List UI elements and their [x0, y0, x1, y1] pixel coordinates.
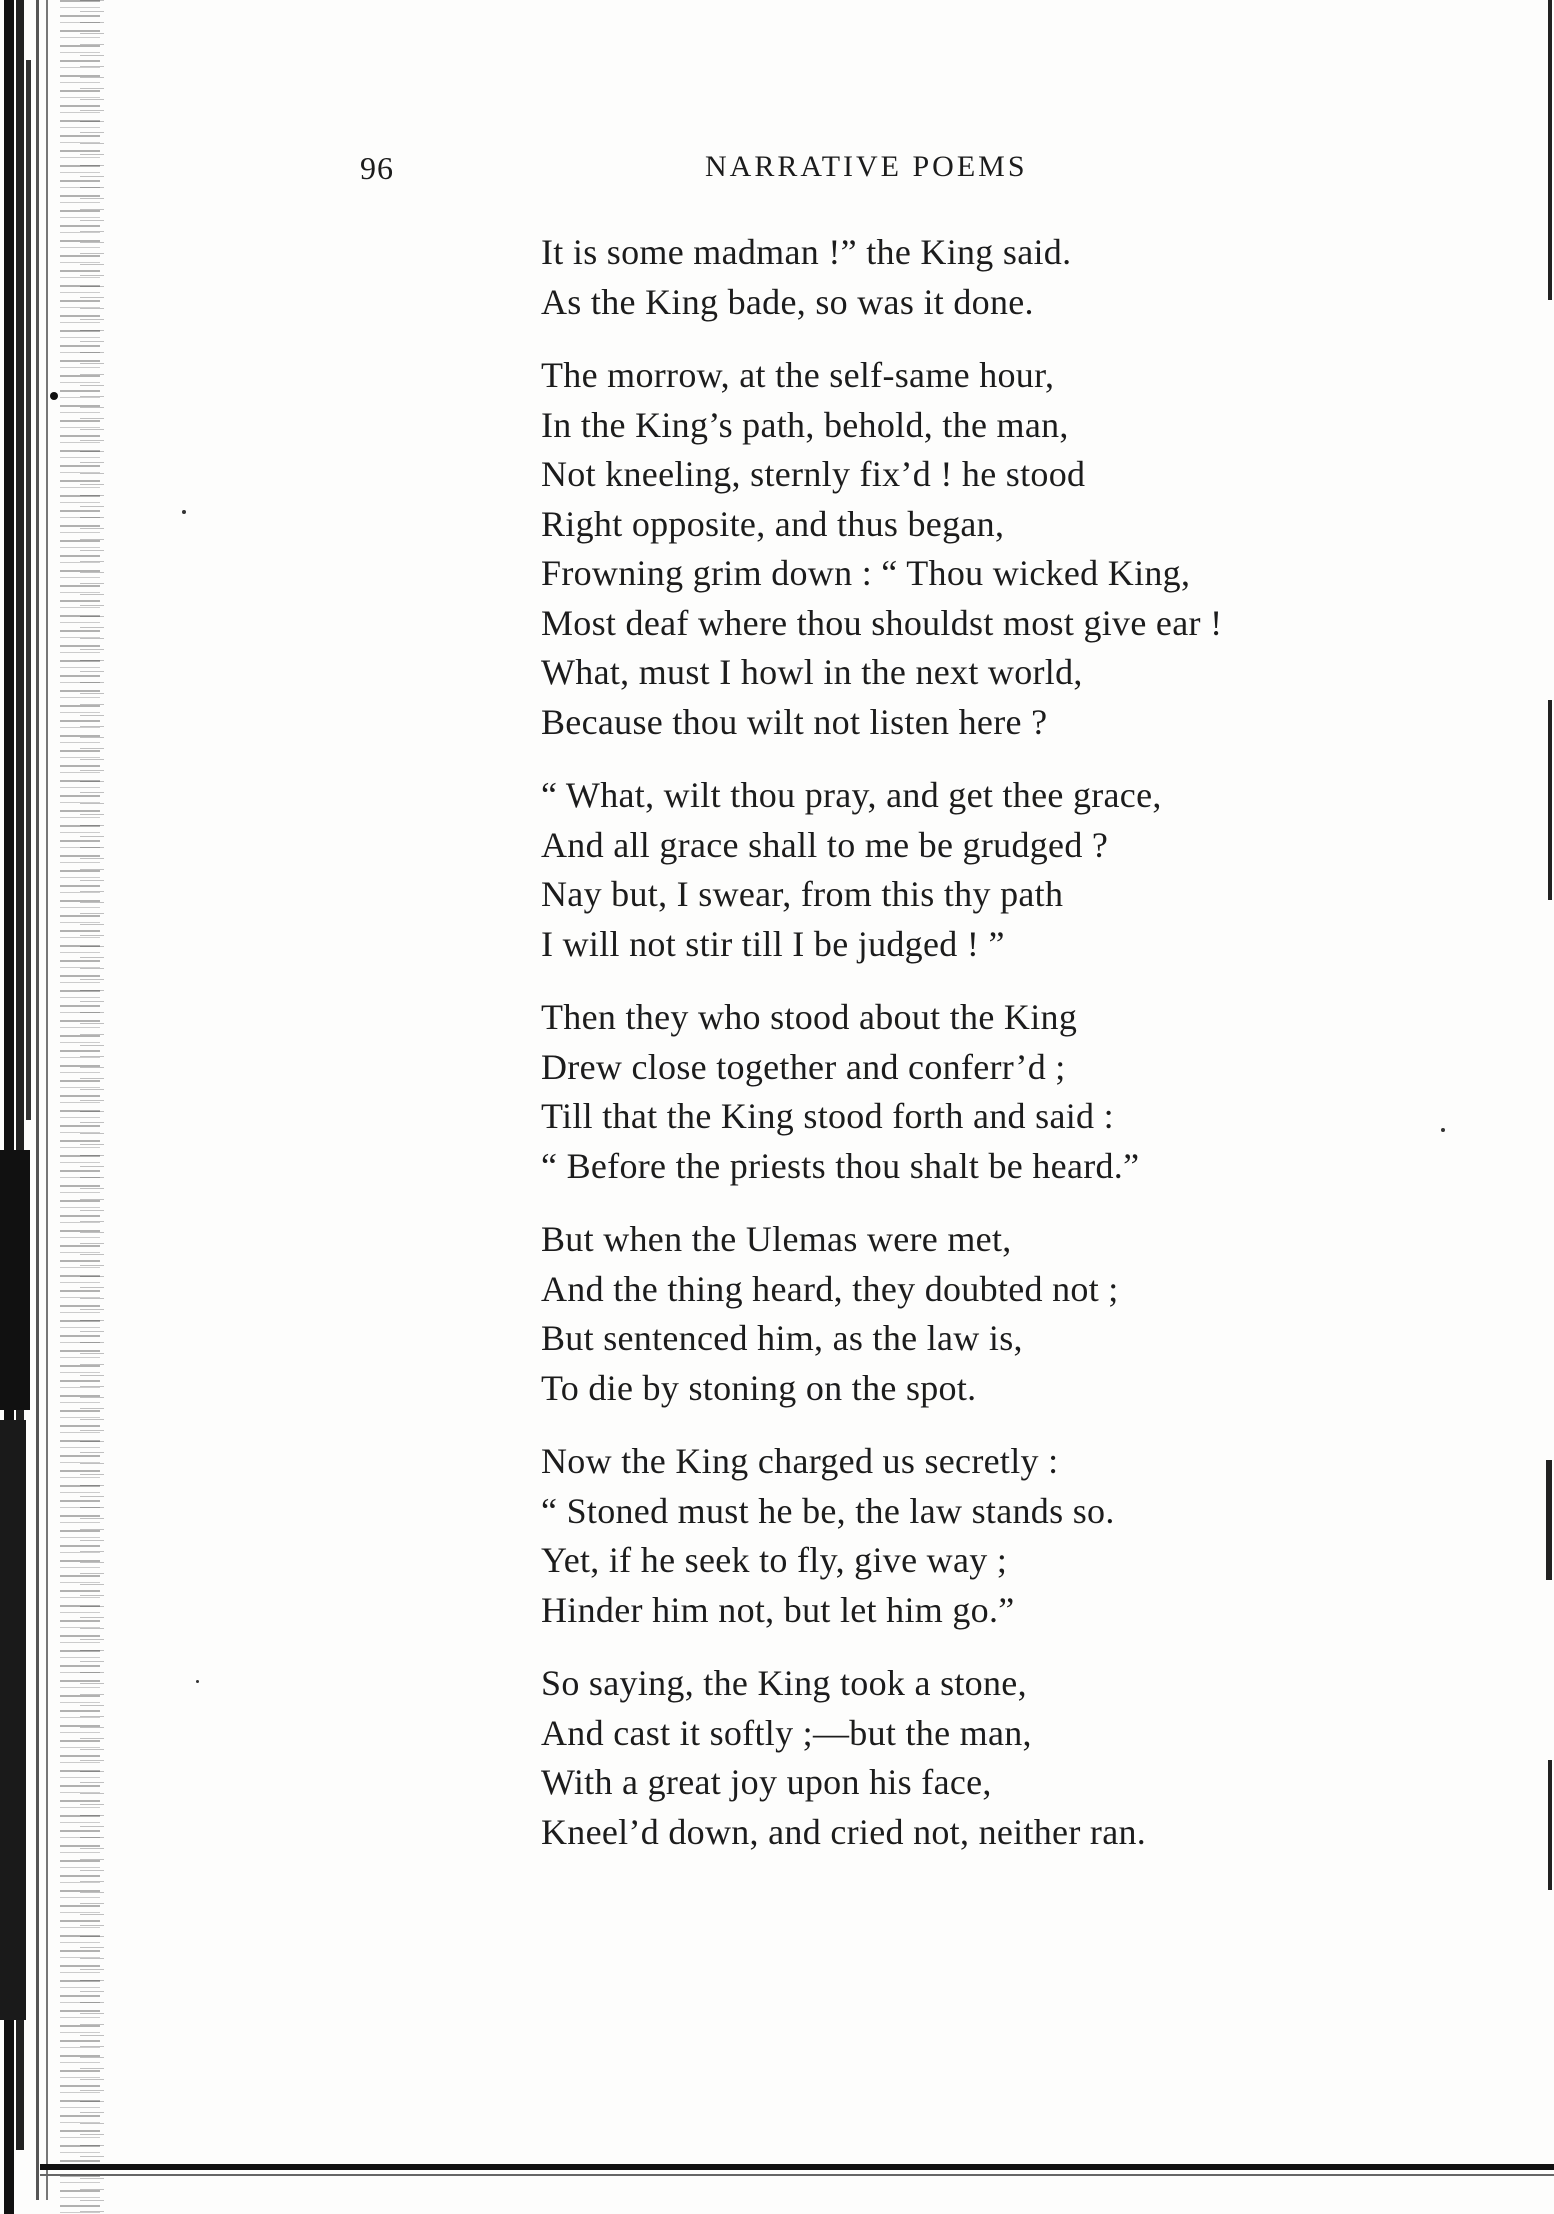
poem-line: Then they who stood about the King [541, 997, 1078, 1037]
bottom-rule [40, 2164, 1554, 2170]
page-header [360, 150, 1200, 200]
page-right-edge [1540, 0, 1554, 2214]
poem-line: Most deaf where thou shouldst most give ear ! [541, 602, 1223, 643]
poem-line: I will not stir till I be judged ! ” [541, 923, 1005, 964]
stanza [541, 993, 1341, 1191]
stanza [541, 351, 1341, 747]
poem-line: It is some madman !” the King said. [541, 232, 1072, 272]
speck [196, 1680, 199, 1683]
poem-line: “ Stoned must he be, the law stands so. [541, 1490, 1115, 1531]
running-title: NARRATIVE POEMS [705, 150, 1028, 183]
poem-line: In the King’s path, behold, the man, [541, 404, 1069, 445]
poem-line: Drew close together and conferr’d ; [541, 1046, 1066, 1087]
poem-line: Not kneeling, sternly fix’d ! he stood [541, 454, 1086, 494]
poem-line: And the thing heard, they doubted not ; [541, 1268, 1119, 1309]
poem-line: But when the Ulemas were met, [541, 1219, 1012, 1259]
poem-line: And cast it softly ;—but the man, [541, 1712, 1032, 1753]
page-number: 96 [360, 150, 394, 186]
poem-line: Till that the King stood forth and said : [541, 1096, 1114, 1136]
poem-body [541, 228, 1341, 1881]
speck [182, 510, 186, 514]
stanza [541, 1659, 1341, 1857]
poem-line: So saying, the King took a stone, [541, 1663, 1027, 1703]
stanza [541, 771, 1341, 969]
poem-line: What, must I howl in the next world, [541, 652, 1083, 692]
poem-line: The morrow, at the self-same hour, [541, 355, 1055, 395]
page-binding-edge [0, 0, 120, 2214]
speck [1441, 1128, 1445, 1132]
poem-line: With a great joy upon his face, [541, 1762, 992, 1802]
poem-line: Because thou wilt not listen here ? [541, 701, 1048, 742]
poem-line: As the King bade, so was it done. [541, 281, 1034, 322]
stanza [541, 1437, 1341, 1635]
poem-line: Now the King charged us secretly : [541, 1441, 1059, 1481]
stanza [541, 1215, 1341, 1413]
bottom-rule-thin [40, 2174, 1554, 2176]
poem-line: But sentenced him, as the law is, [541, 1318, 1023, 1358]
poem-line: Frowning grim down : “ Thou wicked King, [541, 553, 1191, 593]
poem-line: Right opposite, and thus began, [541, 503, 1005, 544]
poem-line: “ What, wilt thou pray, and get thee grace, [541, 775, 1162, 815]
poem-line: Kneel’d down, and cried not, neither ran. [541, 1811, 1147, 1852]
poem-line: Hinder him not, but let him go.” [541, 1589, 1015, 1630]
stanza [541, 228, 1341, 327]
poem-line: To die by stoning on the spot. [541, 1367, 977, 1408]
poem-line: “ Before the priests thou shalt be heard.” [541, 1145, 1140, 1186]
poem-line: And all grace shall to me be grudged ? [541, 824, 1109, 865]
poem-line: Yet, if he seek to fly, give way ; [541, 1540, 1008, 1580]
poem-line: Nay but, I swear, from this thy path [541, 874, 1064, 914]
